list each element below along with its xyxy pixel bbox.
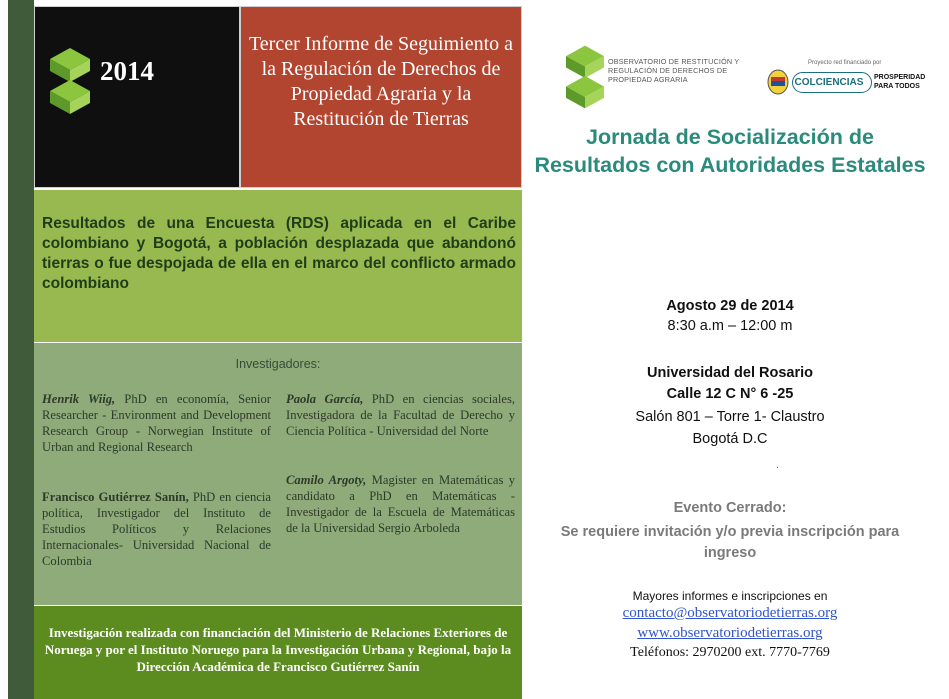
researcher-desc: Magister en Matemáticas y candidato a PhD en Matemáticas - Investigador de la Escuela de Matemáticas de la Universidad Sergio Arboleda bbox=[286, 473, 515, 535]
colciencias-logo: COLCIENCIAS bbox=[792, 72, 872, 93]
investigators-label: Investigadores: bbox=[235, 357, 321, 371]
researcher-paola-garcia bbox=[286, 391, 515, 439]
researcher-desc: PhD en economía, Senior Researcher - Environment and Development Research Group - Norwegian Institute of Urban and Regional Research bbox=[42, 392, 271, 454]
event-venue: Universidad del Rosario bbox=[647, 365, 813, 381]
researcher-name: Camilo Argoty, bbox=[286, 473, 367, 487]
event-address: Calle 12 C N° 6 -25 bbox=[666, 386, 794, 402]
event-room: Salón 801 – Torre 1- Claustro bbox=[635, 409, 825, 425]
observatorio-logo-icon bbox=[50, 48, 90, 114]
researcher-henrik-wiig bbox=[42, 391, 271, 455]
researcher-name: Paola García, bbox=[286, 392, 364, 406]
event-time: 8:30 a.m – 12:00 m bbox=[667, 318, 793, 334]
researcher-francisco-gutierrez bbox=[42, 489, 271, 569]
partner-caption: Proyecto red financiado por bbox=[808, 60, 882, 66]
contact-email-link[interactable]: contacto@observatoriodetierras.org bbox=[622, 605, 838, 621]
event-city: Bogotá D.C bbox=[692, 431, 768, 447]
researcher-camilo-argoty bbox=[286, 472, 515, 536]
researcher-desc: PhD en ciencia política, Investigador del Instituto de Estudios Políticos y Relaciones Internacionales- Universidad Nacional de Colombia bbox=[42, 490, 271, 568]
left-dark-strip bbox=[8, 0, 34, 699]
phone-numbers: Teléfonos: 2970200 ext. 7770-7769 bbox=[630, 645, 830, 660]
summary-text: Resultados de una Encuesta (RDS) aplicada en el Caribe colombiano y Bogotá, a población desplazada que abandonó tierras o fue despojada de ella en el marco del conflicto armado colombiano bbox=[42, 215, 516, 292]
event-title: Jornada de Socialización de Resultados con Autoridades Estatales bbox=[534, 125, 926, 177]
researcher-desc: PhD en ciencias sociales, Investigadora de la Facultad de Derecho y Ciencia Política - Universidad del Norte bbox=[286, 392, 515, 438]
researcher-name: Henrik Wiig, bbox=[42, 392, 116, 406]
left-margin bbox=[0, 0, 8, 699]
event-date: Agosto 29 de 2014 bbox=[666, 298, 794, 314]
observatorio-logo-icon bbox=[566, 44, 604, 110]
prosperidad-logo: PROSPERIDAD PARA TODOS bbox=[874, 74, 926, 90]
more-info-label: Mayores informes e inscripciones en bbox=[632, 589, 828, 603]
observatorio-logo-text: OBSERVATORIO DE RESTITUCIÓN Y REGULACIÓN DE DERECHOS DE PROPIEDAD AGRARIA bbox=[608, 57, 740, 84]
stray-dot: . bbox=[776, 460, 779, 471]
report-title: Tercer Informe de Seguimiento a la Regulación de Derechos de Propiedad Agraria y la Restitución de Tierras bbox=[248, 33, 514, 130]
funding-text: Investigación realizada con financiación del Ministerio de Relaciones Exteriores de Noruega y por el Instituto Noruego para la Investigación Urbana y Regional, bajo la Dirección Académica de Francisco Gutiérrez Sanín bbox=[44, 625, 512, 674]
researcher-name: Francisco Gutiérrez Sanín, bbox=[42, 490, 189, 504]
year-label: 2014 bbox=[100, 56, 154, 86]
event-closed-label: Evento Cerrado: bbox=[673, 500, 787, 516]
website-link[interactable]: www.observatoriodetierras.org bbox=[637, 625, 823, 641]
invitation-note: Se requiere invitación y/o previa inscripción para ingreso bbox=[560, 524, 900, 561]
colombia-coat-of-arms-icon bbox=[766, 68, 790, 96]
